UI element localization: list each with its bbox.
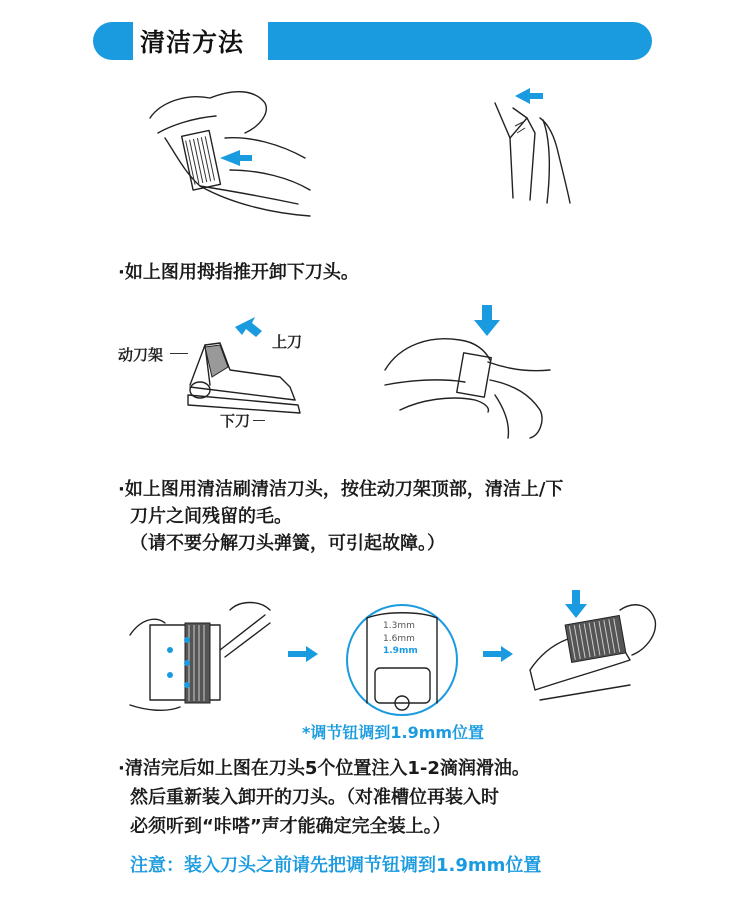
label-lower-blade: 下刀 — [220, 412, 251, 430]
flow-arrow-icon — [288, 646, 318, 662]
step-1-text: ·如上图用拇指推开卸下刀头。 — [118, 262, 359, 283]
illustration-brush-cleaning — [380, 300, 555, 440]
page-title: 清洁方法 — [140, 28, 245, 57]
illustration-blade-slide — [485, 78, 605, 218]
header-bar-left — [93, 22, 133, 60]
step-3-line-3: 必须听到“咔嗒”声才能确定完全装上。） — [130, 816, 451, 837]
label-upper-blade: 上刀 — [272, 333, 303, 351]
flow-arrow-icon — [483, 646, 513, 662]
notice-text: 注意：装入刀头之前请先把调节钮调到1.9mm位置 — [130, 855, 542, 876]
push-arrow-icon — [220, 150, 252, 166]
leader-line — [170, 353, 188, 354]
dial-option-selected: 1.9mm — [383, 646, 418, 656]
step-3-line-2: 然后重新装入卸开的刀头。（对准槽位再装入时 — [130, 787, 499, 808]
dial-caption: *调节钮调到1.9mm位置 — [302, 723, 485, 742]
illustration-oiling — [125, 595, 275, 725]
down-arrow-icon — [565, 590, 587, 618]
illustration-remove-blade — [130, 78, 330, 228]
step-2-line-2: 刀片之间残留的毛。 — [130, 506, 292, 527]
header-bar-right — [268, 22, 652, 60]
leader-line — [253, 420, 265, 421]
dial-option-2: 1.6mm — [383, 634, 415, 644]
step-3-line-1: ·清洁完后如上图在刀头5个位置注入1-2滴润滑油。 — [118, 758, 530, 779]
dial-option-1: 1.3mm — [383, 621, 415, 631]
slide-arrow-icon — [515, 88, 543, 104]
step-2-line-1: ·如上图用清洁刷清洁刀头，按住动刀架顶部，清洁上/下 — [118, 479, 564, 500]
press-arrow-icon — [235, 317, 262, 337]
label-moving-blade: 动刀架 — [118, 346, 164, 364]
step-2-line-3: （请不要分解刀头弹簧，可引起故障。） — [130, 533, 445, 554]
illustration-reattach-blade — [520, 590, 660, 720]
down-arrow-icon — [474, 305, 500, 336]
